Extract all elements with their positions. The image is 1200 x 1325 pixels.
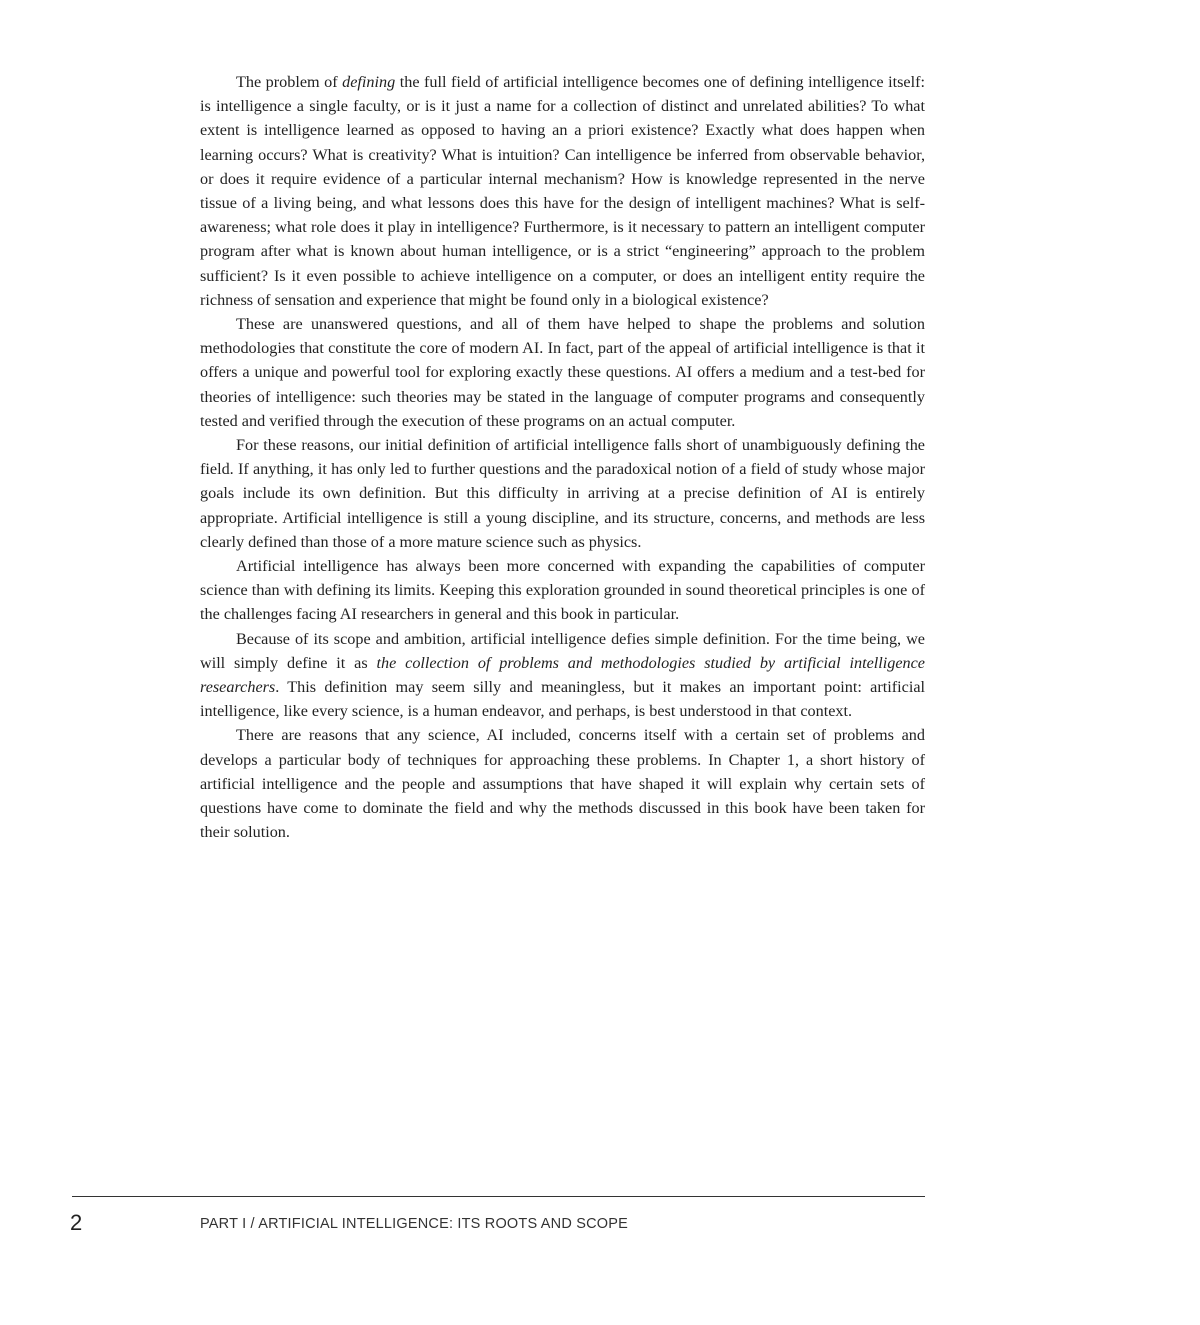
paragraph-3 bbox=[200, 433, 925, 554]
paragraph-text: There are reasons that any science, AI included, concerns itself with a certain set of problems and develops a particular body of techniques for approaching these problems. In Chapter 1, a short history of artificial intelligence and the people and assumptions that have shaped it will explain why certain sets of questions have come to dominate the field and why the methods discussed in this book have been taken for their solution. bbox=[200, 726, 925, 842]
paragraph-text: . This definition may seem silly and meaningless, but it makes an important point: artificial intelligence, like every science, is a human endeavor, and perhaps, is best understood in that context. bbox=[200, 678, 925, 721]
paragraph-4 bbox=[200, 554, 925, 627]
body-text bbox=[200, 70, 925, 845]
running-footer-title: PART I / ARTIFICIAL INTELLIGENCE: ITS ROOTS AND SCOPE bbox=[200, 1216, 628, 1232]
paragraph-2 bbox=[200, 312, 925, 433]
paragraph-text: These are unanswered questions, and all of them have helped to shape the problems and solution methodologies that constitute the core of modern AI. In fact, part of the appeal of artificial intelligence is that it offers a unique and powerful tool for exploring exactly these questions. AI offers a medium and a test-bed for theories of intelligence: such theories may be stated in the language of computer programs and consequently tested and verified through the execution of these programs on an actual computer. bbox=[200, 315, 925, 430]
footer-divider bbox=[72, 1196, 925, 1197]
paragraph-6 bbox=[200, 723, 925, 844]
italic-text: defining bbox=[342, 73, 396, 91]
paragraph-1 bbox=[200, 70, 925, 312]
paragraph-text: Because of its scope and ambition, artificial intelligence defies simple definition. For the time being, we will simply define it as bbox=[200, 629, 925, 672]
paragraph-text: the full field of artificial intelligence becomes one of defining intelligence itself: is intelligence a single faculty, or is it just a name for a collection of distinct and unrelated abilities? To what extent is intelligence learned as opposed to having an a priori existence? Exactly what does happen when learning occurs? What is creativity? What is intuition? Can intelligence be inferred from observable behavior, or does it require evidence of a particular internal mechanism? How is knowledge represented in the nerve tissue of a living being, and what lessons does this have for the design of intelligent machines? What is self-awareness; what role does it play in intelligence? Furthermore, is it necessary to pattern an intelligent computer program after what is known about human intelligence, or is a strict “engineering” approach to the problem sufficient? Is it even possible to achieve intelligence on a computer, or does an intelligent entity require the richness of sensation and experience that might be found only in a biological existence? bbox=[200, 73, 925, 309]
paragraph-text: Artificial intelligence has always been more concerned with expanding the capabilities of computer science than with defining its limits. Keeping this exploration grounded in sound theoretical principles is one of the challenges facing AI researchers in general and this book in particular. bbox=[200, 557, 925, 624]
paragraph-text: The problem of bbox=[236, 73, 343, 91]
paragraph-text: For these reasons, our initial definition of artificial intelligence falls short of unambiguously defining the field. If anything, it has only led to further questions and the paradoxical notion of a field of study whose major goals include its own definition. But this difficulty in arriving at a precise definition of AI is entirely appropriate. Artificial intelligence is still a young discipline, and its structure, concerns, and methods are less clearly defined than those of a more mature science such as physics. bbox=[200, 436, 925, 551]
paragraph-5 bbox=[200, 627, 925, 724]
italic-definition: the collection of problems and methodologies studied by artificial intelligence researchers bbox=[200, 653, 925, 697]
page-number: 2 bbox=[70, 1210, 83, 1235]
